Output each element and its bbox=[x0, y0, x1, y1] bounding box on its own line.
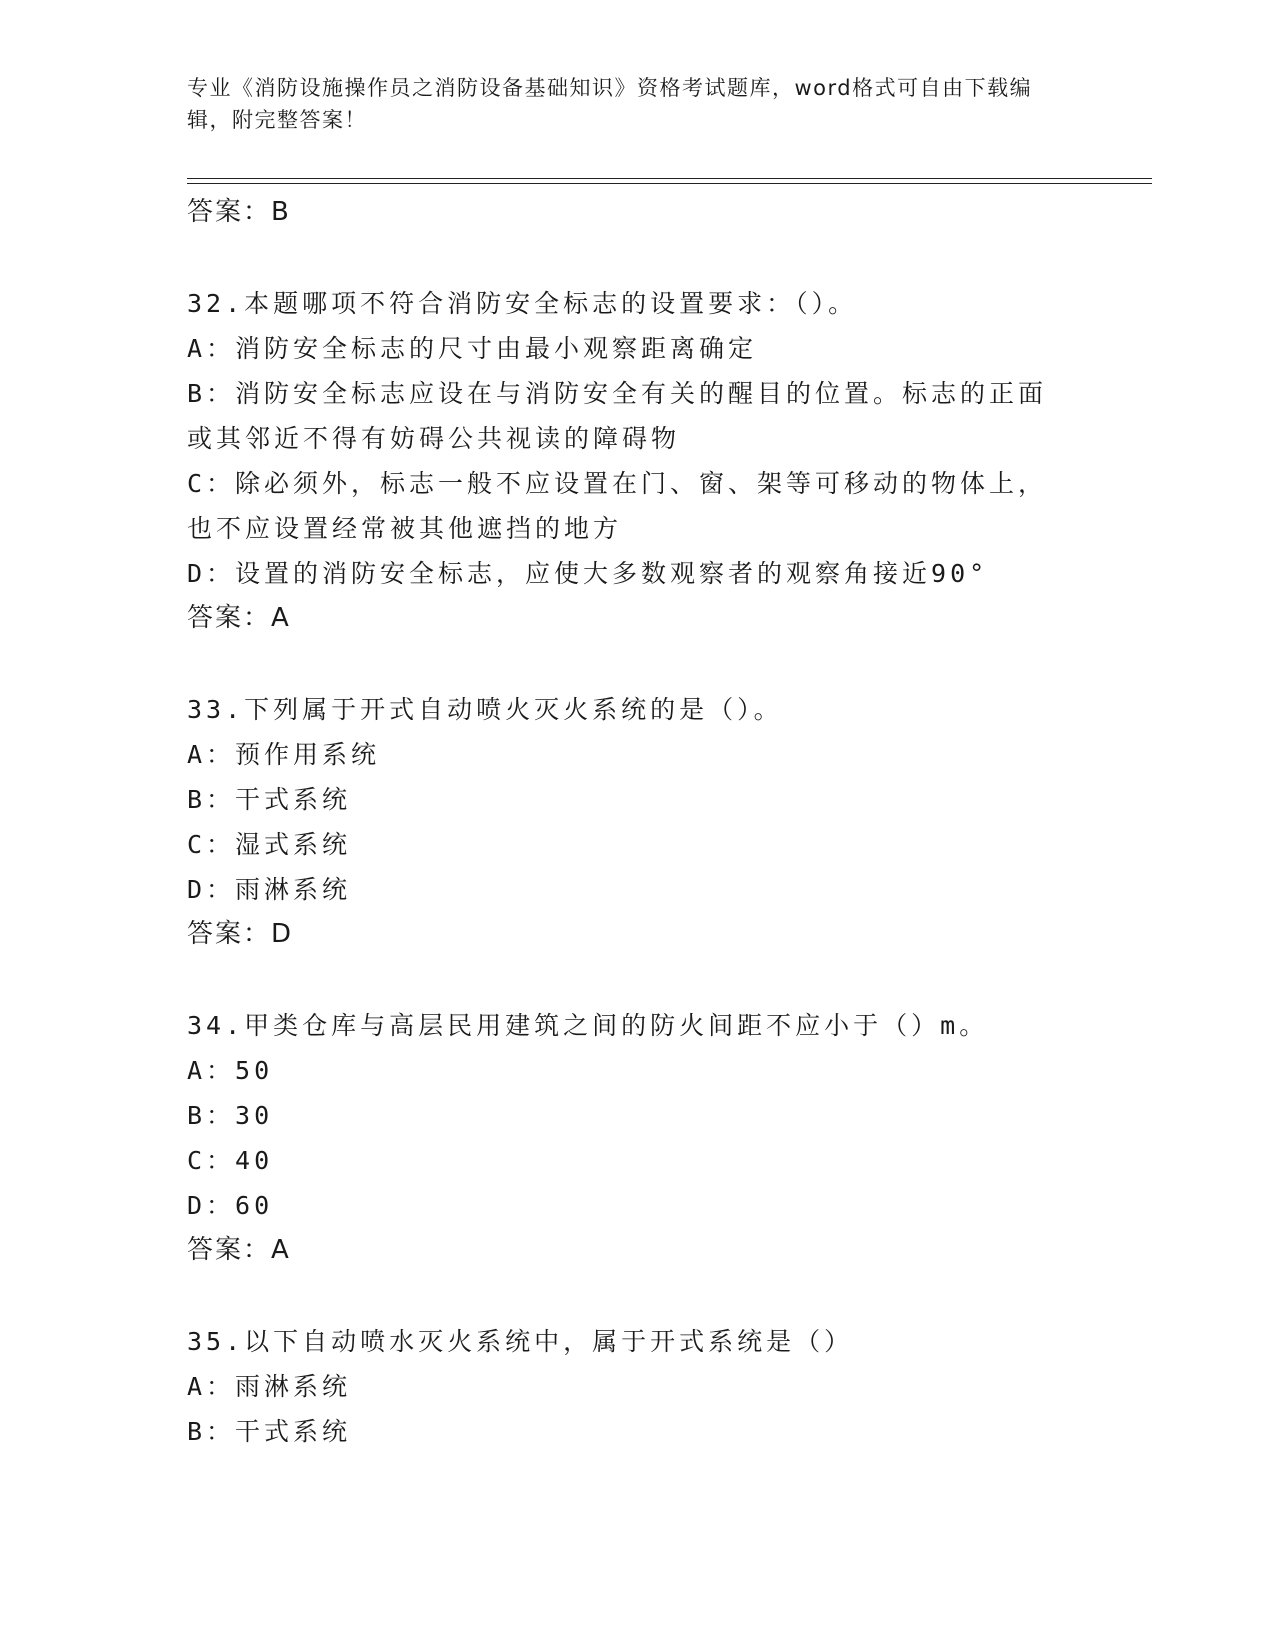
question-33 bbox=[187, 687, 1087, 957]
question-34 bbox=[187, 1003, 1087, 1273]
spacer bbox=[187, 235, 1087, 281]
option-b: B：消防安全标志应设在与消防安全有关的醒目的位置。标志的正面或其邻近不得有妨碍公共视读的障碍物 bbox=[187, 379, 1048, 453]
question-list bbox=[187, 190, 1087, 1454]
option-c: C：40 bbox=[187, 1146, 274, 1175]
question-stem: 35.以下自动喷水灭火系统中，属于开式系统是（） bbox=[187, 1327, 854, 1356]
spacer bbox=[187, 641, 1087, 687]
option-a: A：消防安全标志的尺寸由最小观察距离确定 bbox=[187, 334, 758, 363]
option-a: A：雨淋系统 bbox=[187, 1372, 352, 1401]
question-stem: 32.本题哪项不符合消防安全标志的设置要求：（）。 bbox=[187, 289, 858, 318]
option-c: C：湿式系统 bbox=[187, 830, 352, 859]
option-a: A：预作用系统 bbox=[187, 740, 381, 769]
option-d: D：设置的消防安全标志，应使大多数观察者的观察角接近90° bbox=[187, 559, 989, 588]
question-32 bbox=[187, 281, 1087, 641]
spacer bbox=[187, 957, 1087, 1003]
answer-line: 答案：A bbox=[187, 603, 291, 633]
question-stem: 34.甲类仓库与高层民用建筑之间的防火间距不应小于（）m。 bbox=[187, 1011, 989, 1040]
option-b: B：30 bbox=[187, 1101, 274, 1130]
header-divider-top bbox=[187, 178, 1152, 179]
option-c: C：除必须外，标志一般不应设置在门、窗、架等可移动的物体上，也不应设置经常被其他遮挡的地方 bbox=[187, 469, 1048, 543]
spacer bbox=[187, 1273, 1087, 1319]
option-a: A：50 bbox=[187, 1056, 274, 1085]
question-stem: 33.下列属于开式自动喷火灭火系统的是（）。 bbox=[187, 695, 783, 724]
header-divider-bottom bbox=[187, 183, 1152, 184]
option-d: D：雨淋系统 bbox=[187, 875, 352, 904]
question-35 bbox=[187, 1319, 1087, 1454]
option-b: B：干式系统 bbox=[187, 785, 352, 814]
option-d: D：60 bbox=[187, 1191, 274, 1220]
document-header: 专业《消防设施操作员之消防设备基础知识》资格考试题库，word格式可自由下载编辑，附完整答案！ bbox=[187, 76, 1033, 132]
answer-line: 答案：D bbox=[187, 919, 294, 949]
option-b: B：干式系统 bbox=[187, 1417, 352, 1446]
answer-line: 答案：B bbox=[187, 197, 291, 227]
answer-line: 答案：A bbox=[187, 1235, 291, 1265]
